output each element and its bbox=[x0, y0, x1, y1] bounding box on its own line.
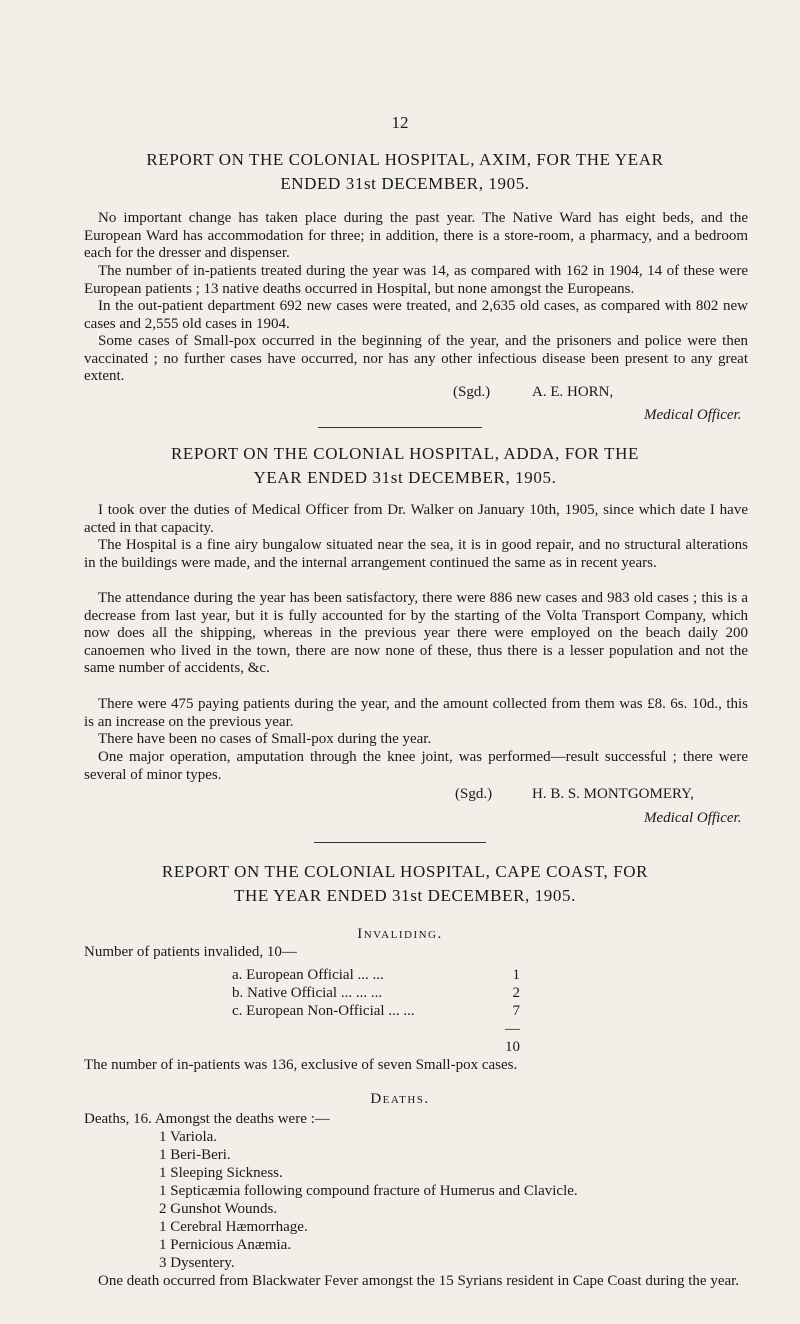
adda-signatory: H. B. S. MONTGOMERY, bbox=[532, 786, 694, 802]
axim-officer-title: Medical Officer. bbox=[644, 407, 742, 423]
closing-paragraph: One death occurred from Blackwater Fever amongst the 15 Syrians resident in Cape Coast during the year. bbox=[98, 1273, 740, 1289]
invaliding-heading: Invaliding. bbox=[357, 926, 443, 942]
death-cause-item: 1 Cerebral Hæmorrhage. bbox=[159, 1219, 308, 1235]
page-number: 12 bbox=[391, 113, 409, 132]
invalided-item-a: a. European Official ... ... bbox=[232, 967, 384, 983]
death-cause-item: 2 Gunshot Wounds. bbox=[159, 1201, 278, 1217]
adda-paragraph-6: One major operation, amputation through the knee joint, was performed—result successful ; there were several of minor types. bbox=[84, 749, 748, 783]
invalided-intro: Number of patients invalided, 10— bbox=[84, 944, 297, 960]
axim-heading-line1: REPORT ON THE COLONIAL HOSPITAL, AXIM, FOR THE YEAR bbox=[146, 150, 664, 169]
axim-paragraph-4: Some cases of Small-pox occurred in the beginning of the year, and the prisoners and police were then vaccinated ; no further cases have occurred, nor has any other infectious disease been present to any great extent. bbox=[84, 333, 748, 384]
invalided-total-rule: — bbox=[505, 1021, 520, 1037]
death-cause-item: 3 Dysentery. bbox=[159, 1255, 235, 1271]
adda-sgd: (Sgd.) bbox=[455, 786, 493, 802]
invalided-item-c-value: 7 bbox=[512, 1003, 520, 1019]
invalided-item-c: c. European Non-Official ... ... bbox=[232, 1003, 415, 1019]
axim-sgd: (Sgd.) bbox=[453, 384, 491, 400]
inpatients-summary: The number of in-patients was 136, exclusive of seven Small-pox cases. bbox=[84, 1057, 518, 1073]
axim-paragraph-2: The number of in-patients treated during the year was 14, as compared with 162 in 1904, 14 of these were European patients ; 13 native deaths occurred in Hospital, but none amongst the Europeans. bbox=[84, 263, 748, 297]
adda-paragraph-3: The attendance during the year has been satisfactory, there were 886 new cases and 983 old cases ; this is a decrease from last year, but it is fully accounted for by the starting of the Volta Transport Company, which now does all the shipping, whereas in the previous year there were employed on the beach daily 200 canoemen who lived in the town, there are now none of these, thus there is a lesser population and not the same number of accidents, &c. bbox=[84, 590, 748, 676]
adda-heading-line2: YEAR ENDED 31st DECEMBER, 1905. bbox=[253, 468, 557, 487]
section-divider bbox=[318, 427, 482, 428]
deaths-heading: Deaths. bbox=[370, 1091, 430, 1107]
adda-heading-line1: REPORT ON THE COLONIAL HOSPITAL, ADDA, FOR THE bbox=[170, 444, 640, 463]
death-cause-item: 1 Pernicious Anæmia. bbox=[159, 1237, 292, 1253]
invalided-item-b-value: 2 bbox=[512, 985, 520, 1001]
death-cause-item: 1 Beri-Beri. bbox=[159, 1147, 231, 1163]
deaths-intro: Deaths, 16. Amongst the deaths were :— bbox=[84, 1111, 330, 1127]
axim-signatory: A. E. HORN, bbox=[532, 384, 614, 400]
cape-coast-heading-line2: THE YEAR ENDED 31st DECEMBER, 1905. bbox=[234, 886, 576, 905]
axim-heading-line2: ENDED 31st DECEMBER, 1905. bbox=[280, 174, 530, 193]
adda-paragraph-5: There have been no cases of Small-pox during the year. bbox=[98, 731, 432, 747]
axim-paragraph-3: In the out-patient department 692 new cases were treated, and 2,635 old cases, as compared with 802 new cases and 2,555 old cases in 1904. bbox=[84, 298, 748, 332]
death-cause-item: 1 Septicæmia following compound fracture of Humerus and Clavicle. bbox=[159, 1183, 578, 1199]
death-cause-item: 1 Sleeping Sickness. bbox=[159, 1165, 283, 1181]
axim-paragraph-1: No important change has taken place during the past year. The Native Ward has eight beds, and the European Ward has accommodation for three; in addition, there is a store-room, a pharmacy, and a bedroom each for the dresser and dispenser. bbox=[84, 210, 748, 261]
invalided-item-a-value: 1 bbox=[512, 967, 520, 983]
section-divider bbox=[314, 842, 486, 843]
adda-paragraph-4: There were 475 paying patients during the year, and the amount collected from them was £8. 6s. 10d., this is an increase on the previous year. bbox=[84, 696, 748, 730]
adda-officer-title: Medical Officer. bbox=[644, 810, 742, 826]
adda-paragraph-1: I took over the duties of Medical Officer from Dr. Walker on January 10th, 1905, since which date I have acted in that capacity. bbox=[84, 502, 748, 536]
adda-paragraph-2: The Hospital is a fine airy bungalow situated near the sea, it is in good repair, and no structural alterations in the buildings were made, and the internal arrangement continued the same as in recent years. bbox=[84, 537, 748, 571]
invalided-item-b: b. Native Official ... ... ... bbox=[232, 985, 383, 1001]
invalided-total: 10 bbox=[505, 1039, 520, 1055]
cape-coast-heading-line1: REPORT ON THE COLONIAL HOSPITAL, CAPE COAST, FOR bbox=[161, 862, 649, 881]
death-cause-item: 1 Variola. bbox=[159, 1129, 218, 1145]
